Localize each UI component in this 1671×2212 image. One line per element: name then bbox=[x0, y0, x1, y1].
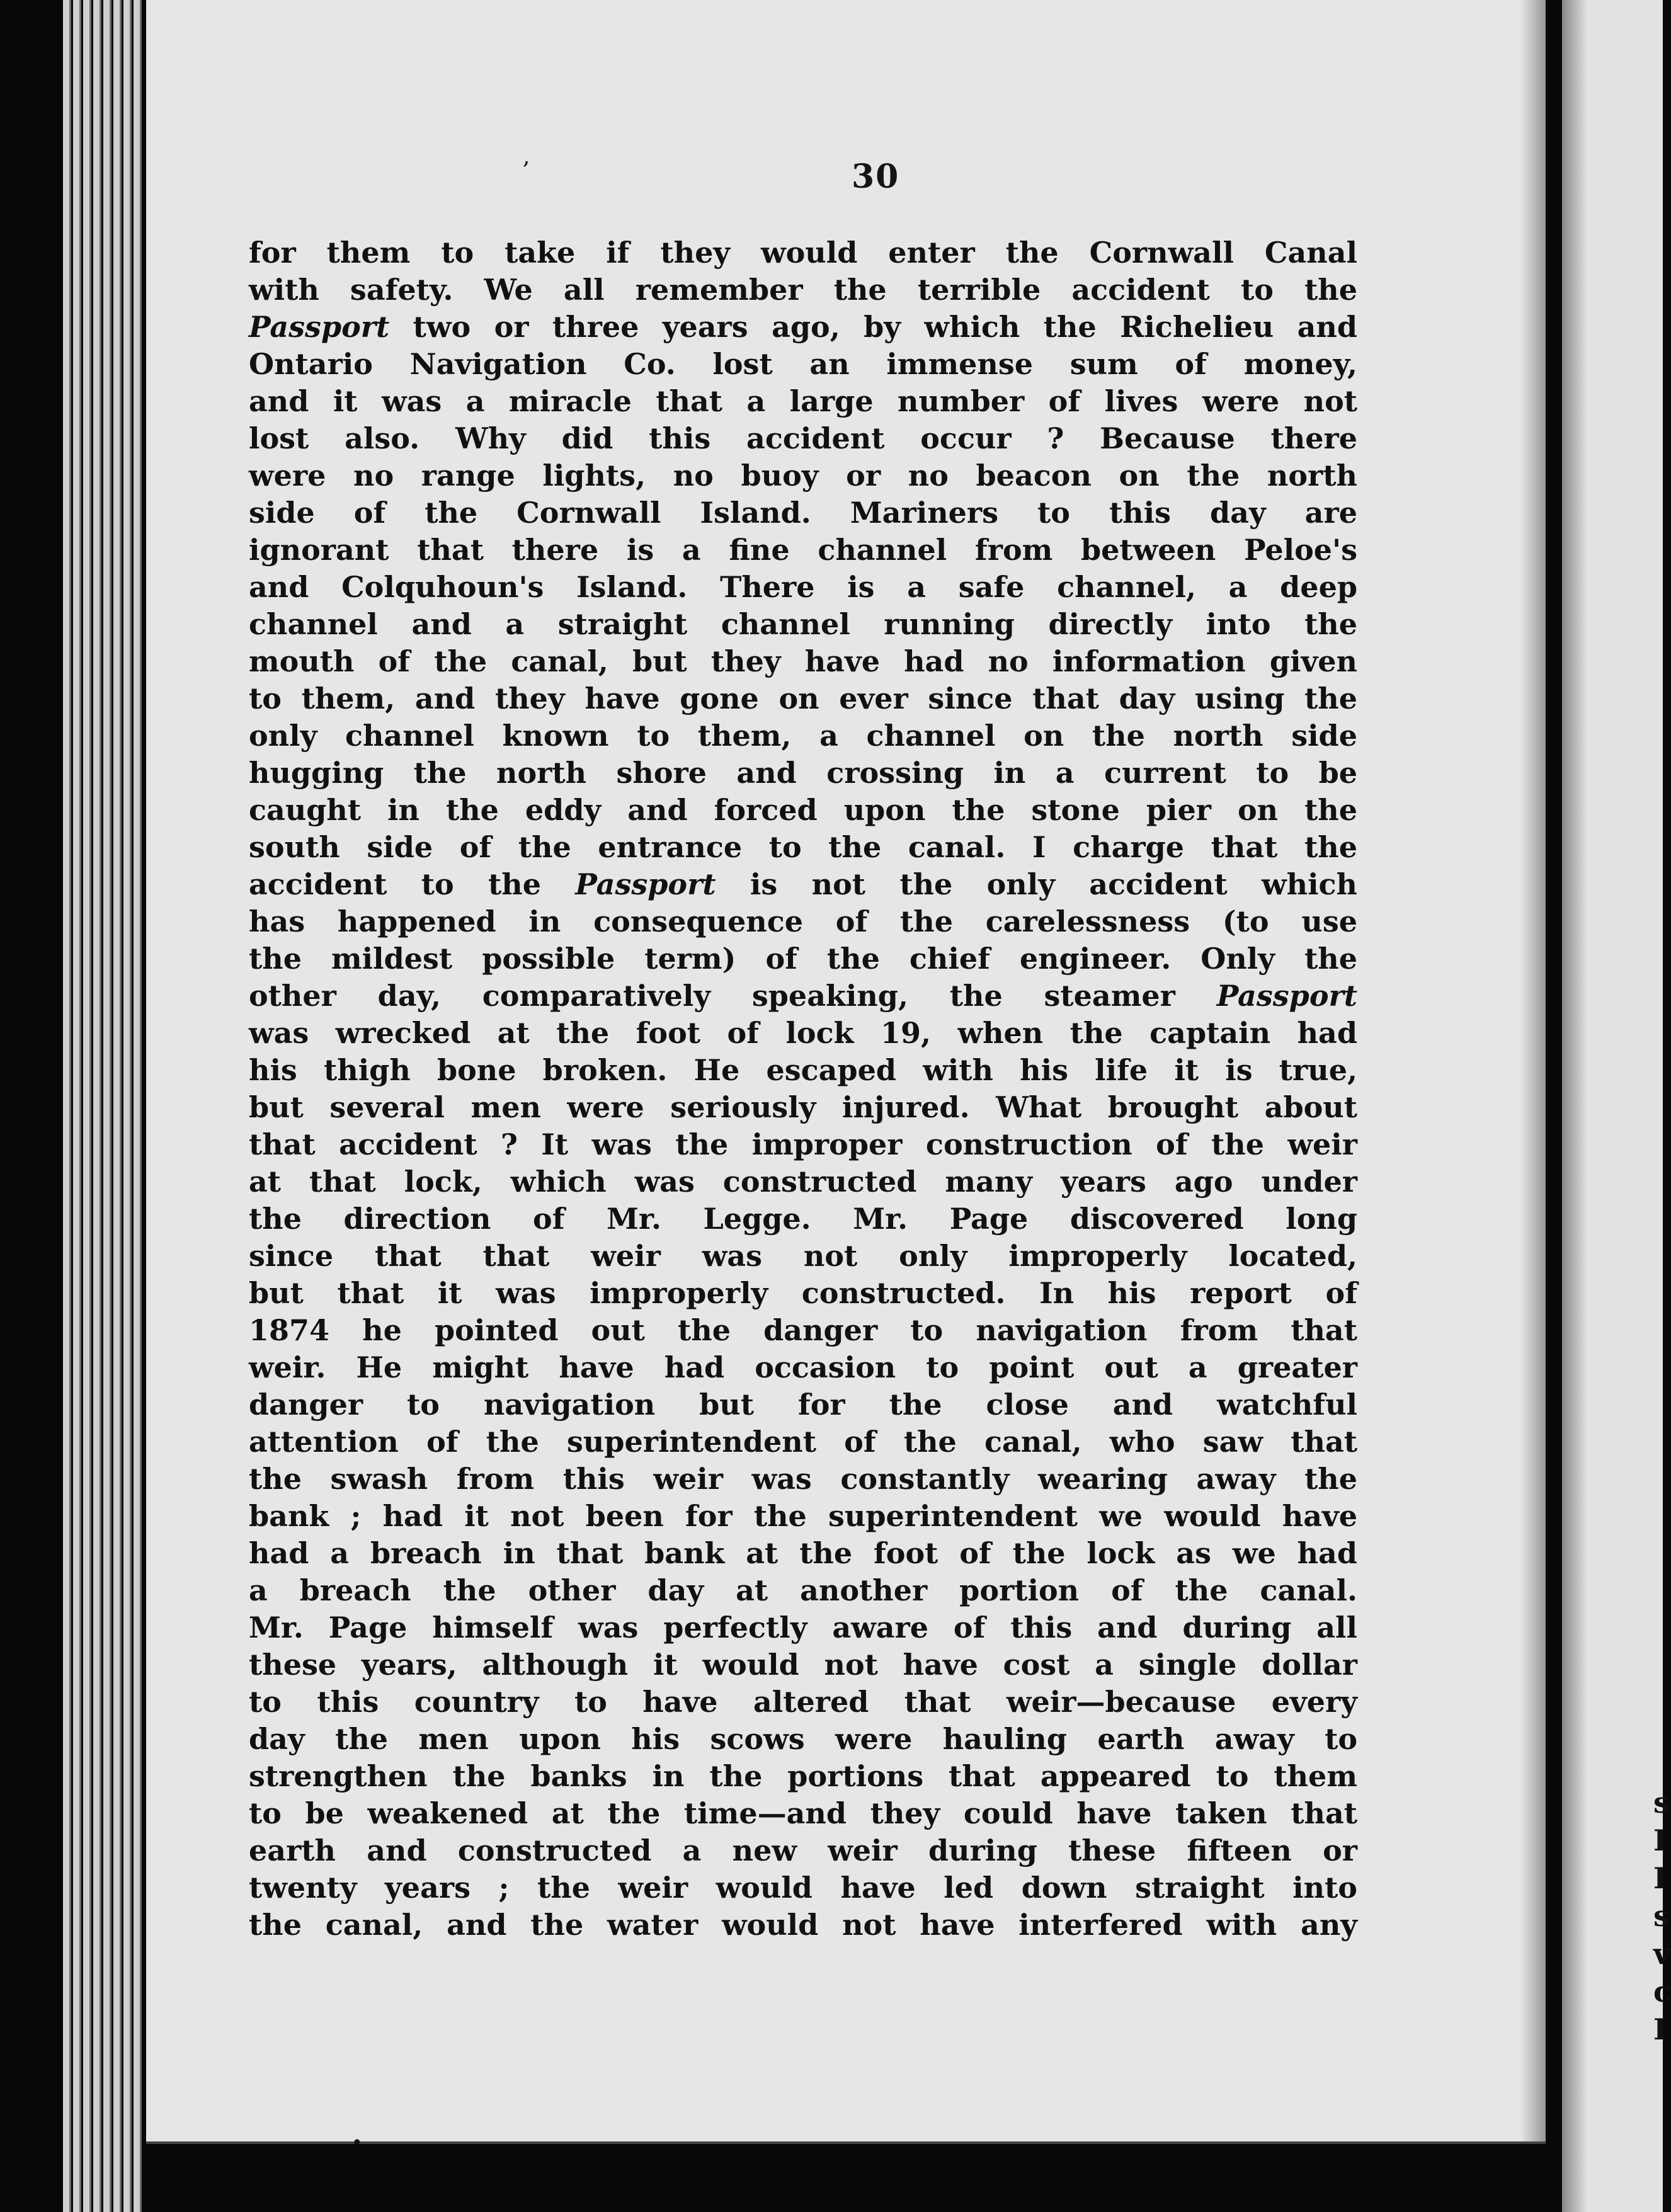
text-line: lost also. Why did this accident occur ? Because there bbox=[249, 421, 1357, 455]
text-line: but that it was improperly constructed. In his report of bbox=[249, 1276, 1357, 1310]
text-line: other day, comparatively speaking, the steamer Passport bbox=[249, 979, 1357, 1013]
text-line: the canal, and the water would not have interfered with any bbox=[249, 1908, 1357, 1942]
vessel-name: Passport bbox=[249, 310, 390, 344]
page-edge bbox=[134, 0, 142, 2212]
text-line: his thigh bone broken. He escaped with his life it is true, bbox=[249, 1053, 1357, 1087]
text-line: Passport two or three years ago, by which the Richelieu and bbox=[249, 310, 1357, 344]
page-edge bbox=[93, 0, 101, 2212]
text-line: was wrecked at the foot of lock 19, when the captain had bbox=[249, 1016, 1357, 1050]
text-line: danger to navigation but for the close and watchful bbox=[249, 1388, 1357, 1422]
text-line: 1874 he pointed out the danger to navigation from that bbox=[249, 1313, 1357, 1347]
vessel-name: Passport bbox=[575, 867, 716, 901]
text-line: to them, and they have gone on ever since that day using the bbox=[249, 681, 1357, 715]
text-line: the direction of Mr. Legge. Mr. Page discovered long bbox=[249, 1202, 1357, 1236]
right-page-fragment: s bbox=[1653, 1786, 1670, 1820]
text-line: the mildest possible term) of the chief engineer. Only the bbox=[249, 942, 1357, 976]
text-line: but several men were seriously injured. What brought about bbox=[249, 1090, 1357, 1124]
text-line: weir. He might have had occasion to point out a greater bbox=[249, 1350, 1357, 1384]
text-line: to be weakened at the time—and they could have taken that bbox=[249, 1796, 1357, 1830]
text-line: a breach the other day at another portion of the canal. bbox=[249, 1573, 1357, 1607]
right-page-fragment: I bbox=[1653, 1823, 1667, 1857]
vessel-name: Passport bbox=[1216, 979, 1357, 1013]
right-page-fragment: s bbox=[1653, 1899, 1670, 1933]
text-line: Mr. Page himself was perfectly aware of this and during all bbox=[249, 1611, 1357, 1645]
ink-speck: • bbox=[351, 2132, 363, 2154]
text-line: attention of the superintendent of the canal, who saw that bbox=[249, 1425, 1357, 1459]
right-page-fragment: c bbox=[1653, 1975, 1671, 2009]
right-page-fragment: I bbox=[1653, 2012, 1667, 2046]
text-line: accident to the Passport is not the only accident which bbox=[249, 867, 1357, 901]
page-edge bbox=[113, 0, 122, 2212]
text-line: strengthen the banks in the portions that appeared to them bbox=[249, 1759, 1357, 1793]
text-line: to this country to have altered that weir—because every bbox=[249, 1685, 1357, 1719]
right-page-fragment: I bbox=[1653, 1861, 1667, 1895]
page-edge bbox=[83, 0, 91, 2212]
text-line: Ontario Navigation Co. lost an immense sum of money, bbox=[249, 347, 1357, 381]
text-line: caught in the eddy and forced upon the stone pier on the bbox=[249, 793, 1357, 827]
text-line: and Colquhoun's Island. There is a safe channel, a deep bbox=[249, 570, 1357, 604]
text-line: only channel known to them, a channel on the north side bbox=[249, 719, 1357, 753]
text-line: with safety. We all remember the terrible accident to the bbox=[249, 273, 1357, 307]
text-line: twenty years ; the weir would have led down straight into bbox=[249, 1871, 1357, 1905]
text-line: channel and a straight channel running directly into the bbox=[249, 607, 1357, 641]
text-line: since that that weir was not only improperly located, bbox=[249, 1239, 1357, 1273]
text-line: for them to take if they would enter the Cornwall Canal bbox=[249, 236, 1357, 270]
ink-speck: , bbox=[523, 144, 530, 169]
text-line: mouth of the canal, but they have had no information given bbox=[249, 644, 1357, 678]
text-line: hugging the north shore and crossing in a current to be bbox=[249, 756, 1357, 790]
text-line: the swash from this weir was constantly wearing away the bbox=[249, 1462, 1357, 1496]
text-line: has happened in consequence of the carelessness (to use bbox=[249, 904, 1357, 938]
text-line: south side of the entrance to the canal. I charge that the bbox=[249, 830, 1357, 864]
right-page-fragment: v bbox=[1653, 1937, 1670, 1971]
text-line: ignorant that there is a fine channel from between Peloe's bbox=[249, 533, 1357, 567]
page-number: 30 bbox=[852, 157, 900, 196]
page-edge bbox=[123, 0, 132, 2212]
page-edge bbox=[103, 0, 111, 2212]
text-line: side of the Cornwall Island. Mariners to this day are bbox=[249, 496, 1357, 530]
right-page-edge bbox=[1562, 0, 1663, 2212]
page-edge bbox=[63, 0, 71, 2212]
text-line: at that lock, which was constructed many years ago under bbox=[249, 1165, 1357, 1199]
page-edge bbox=[73, 0, 81, 2212]
text-line: day the men upon his scows were hauling earth away to bbox=[249, 1722, 1357, 1756]
text-line: and it was a miracle that a large number of lives were not bbox=[249, 384, 1357, 418]
text-line: earth and constructed a new weir during these fifteen or bbox=[249, 1833, 1357, 1867]
text-line: these years, although it would not have cost a single dollar bbox=[249, 1648, 1357, 1682]
text-line: bank ; had it not been for the superintendent we would have bbox=[249, 1499, 1357, 1533]
text-line: were no range lights, no buoy or no beacon on the north bbox=[249, 459, 1357, 493]
text-line: that accident ? It was the improper construction of the weir bbox=[249, 1127, 1357, 1161]
text-line: had a breach in that bank at the foot of the lock as we had bbox=[249, 1536, 1357, 1570]
body-text bbox=[249, 234, 1357, 1944]
